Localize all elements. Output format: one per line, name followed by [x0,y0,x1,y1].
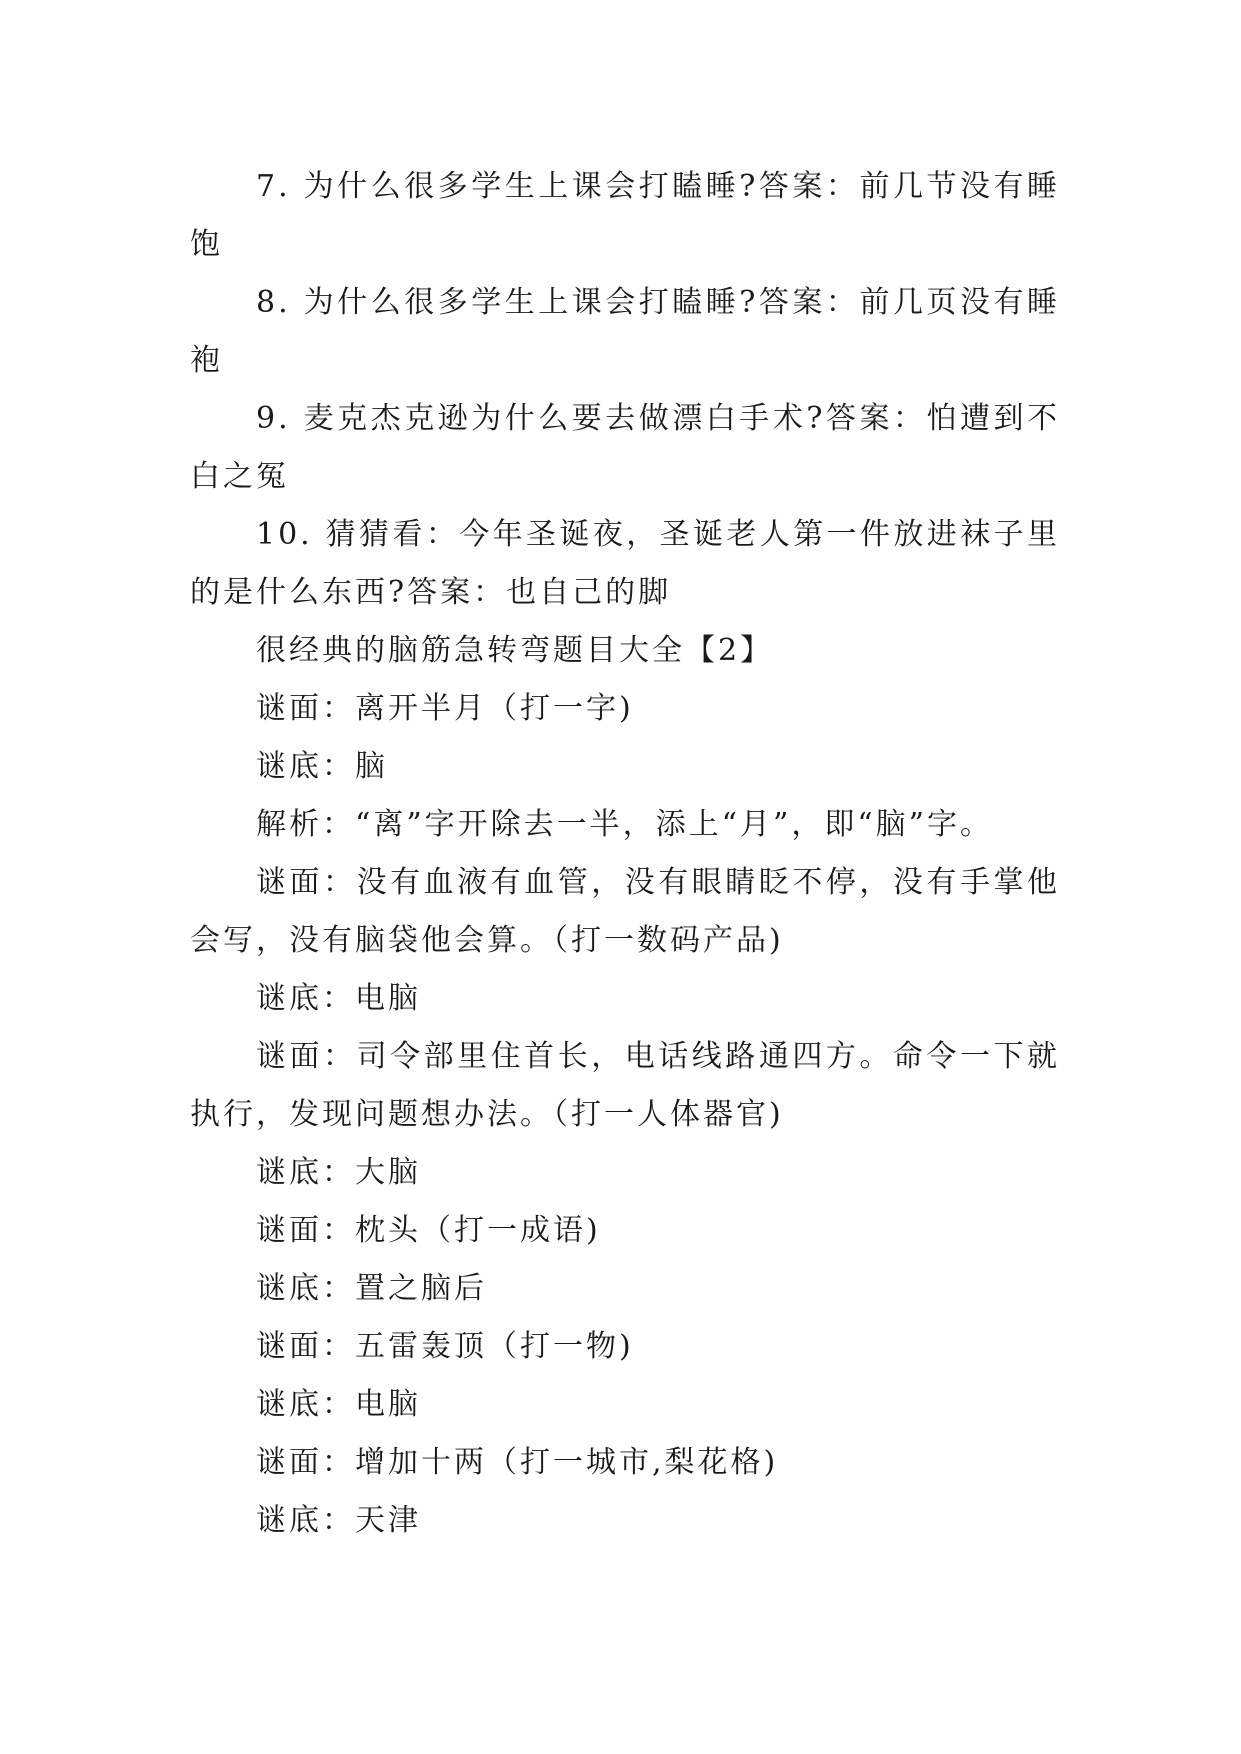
riddle-answer: 谜底：天津 [256,1503,421,1538]
riddle-question: 谜面：五雷轰顶（打一物) [256,1329,634,1364]
riddle-explanation: 解析：“离”字开除去一半，添上“月”，即“脑”字。 [256,807,994,842]
riddle-answer: 谜底：置之脑后 [256,1271,487,1306]
riddle-question: 谜面：枕头（打一成语) [256,1213,601,1248]
paragraph-q9: 9. 麦克杰克逊为什么要去做漂白手术?答案：怕遭到不白之冤 [190,401,1060,494]
section-heading: 很经典的脑筋急转弯题目大全【2】 [256,633,774,668]
paragraph-q7: 7. 为什么很多学生上课会打瞌睡?答案：前几节没有睡饱 [190,169,1060,262]
riddle-answer: 谜底：电脑 [256,1387,421,1422]
riddle-question: 谜面：司令部里住首长，电话线路通四方。命令一下就执行，发现问题想办法。（打一人体器官) [190,1039,1060,1132]
riddle-question: 谜面：离开半月（打一字) [256,691,634,726]
riddle-question: 谜面：没有血液有血管，没有眼睛眨不停，没有手掌他会写，没有脑袋他会算。（打一数码产品) [190,865,1060,958]
document-body [190,158,1060,1550]
riddle-answer: 谜底：大脑 [256,1155,421,1190]
paragraph-q10: 10. 猜猜看：今年圣诞夜，圣诞老人第一件放进袜子里的是什么东西?答案：也自己的脚 [190,517,1060,610]
riddle-answer: 谜底：电脑 [256,981,421,1016]
paragraph-q8: 8. 为什么很多学生上课会打瞌睡?答案：前几页没有睡袍 [190,285,1060,378]
riddle-question: 谜面：增加十两（打一城市,梨花格) [256,1445,779,1480]
riddle-answer: 谜底：脑 [256,749,388,784]
